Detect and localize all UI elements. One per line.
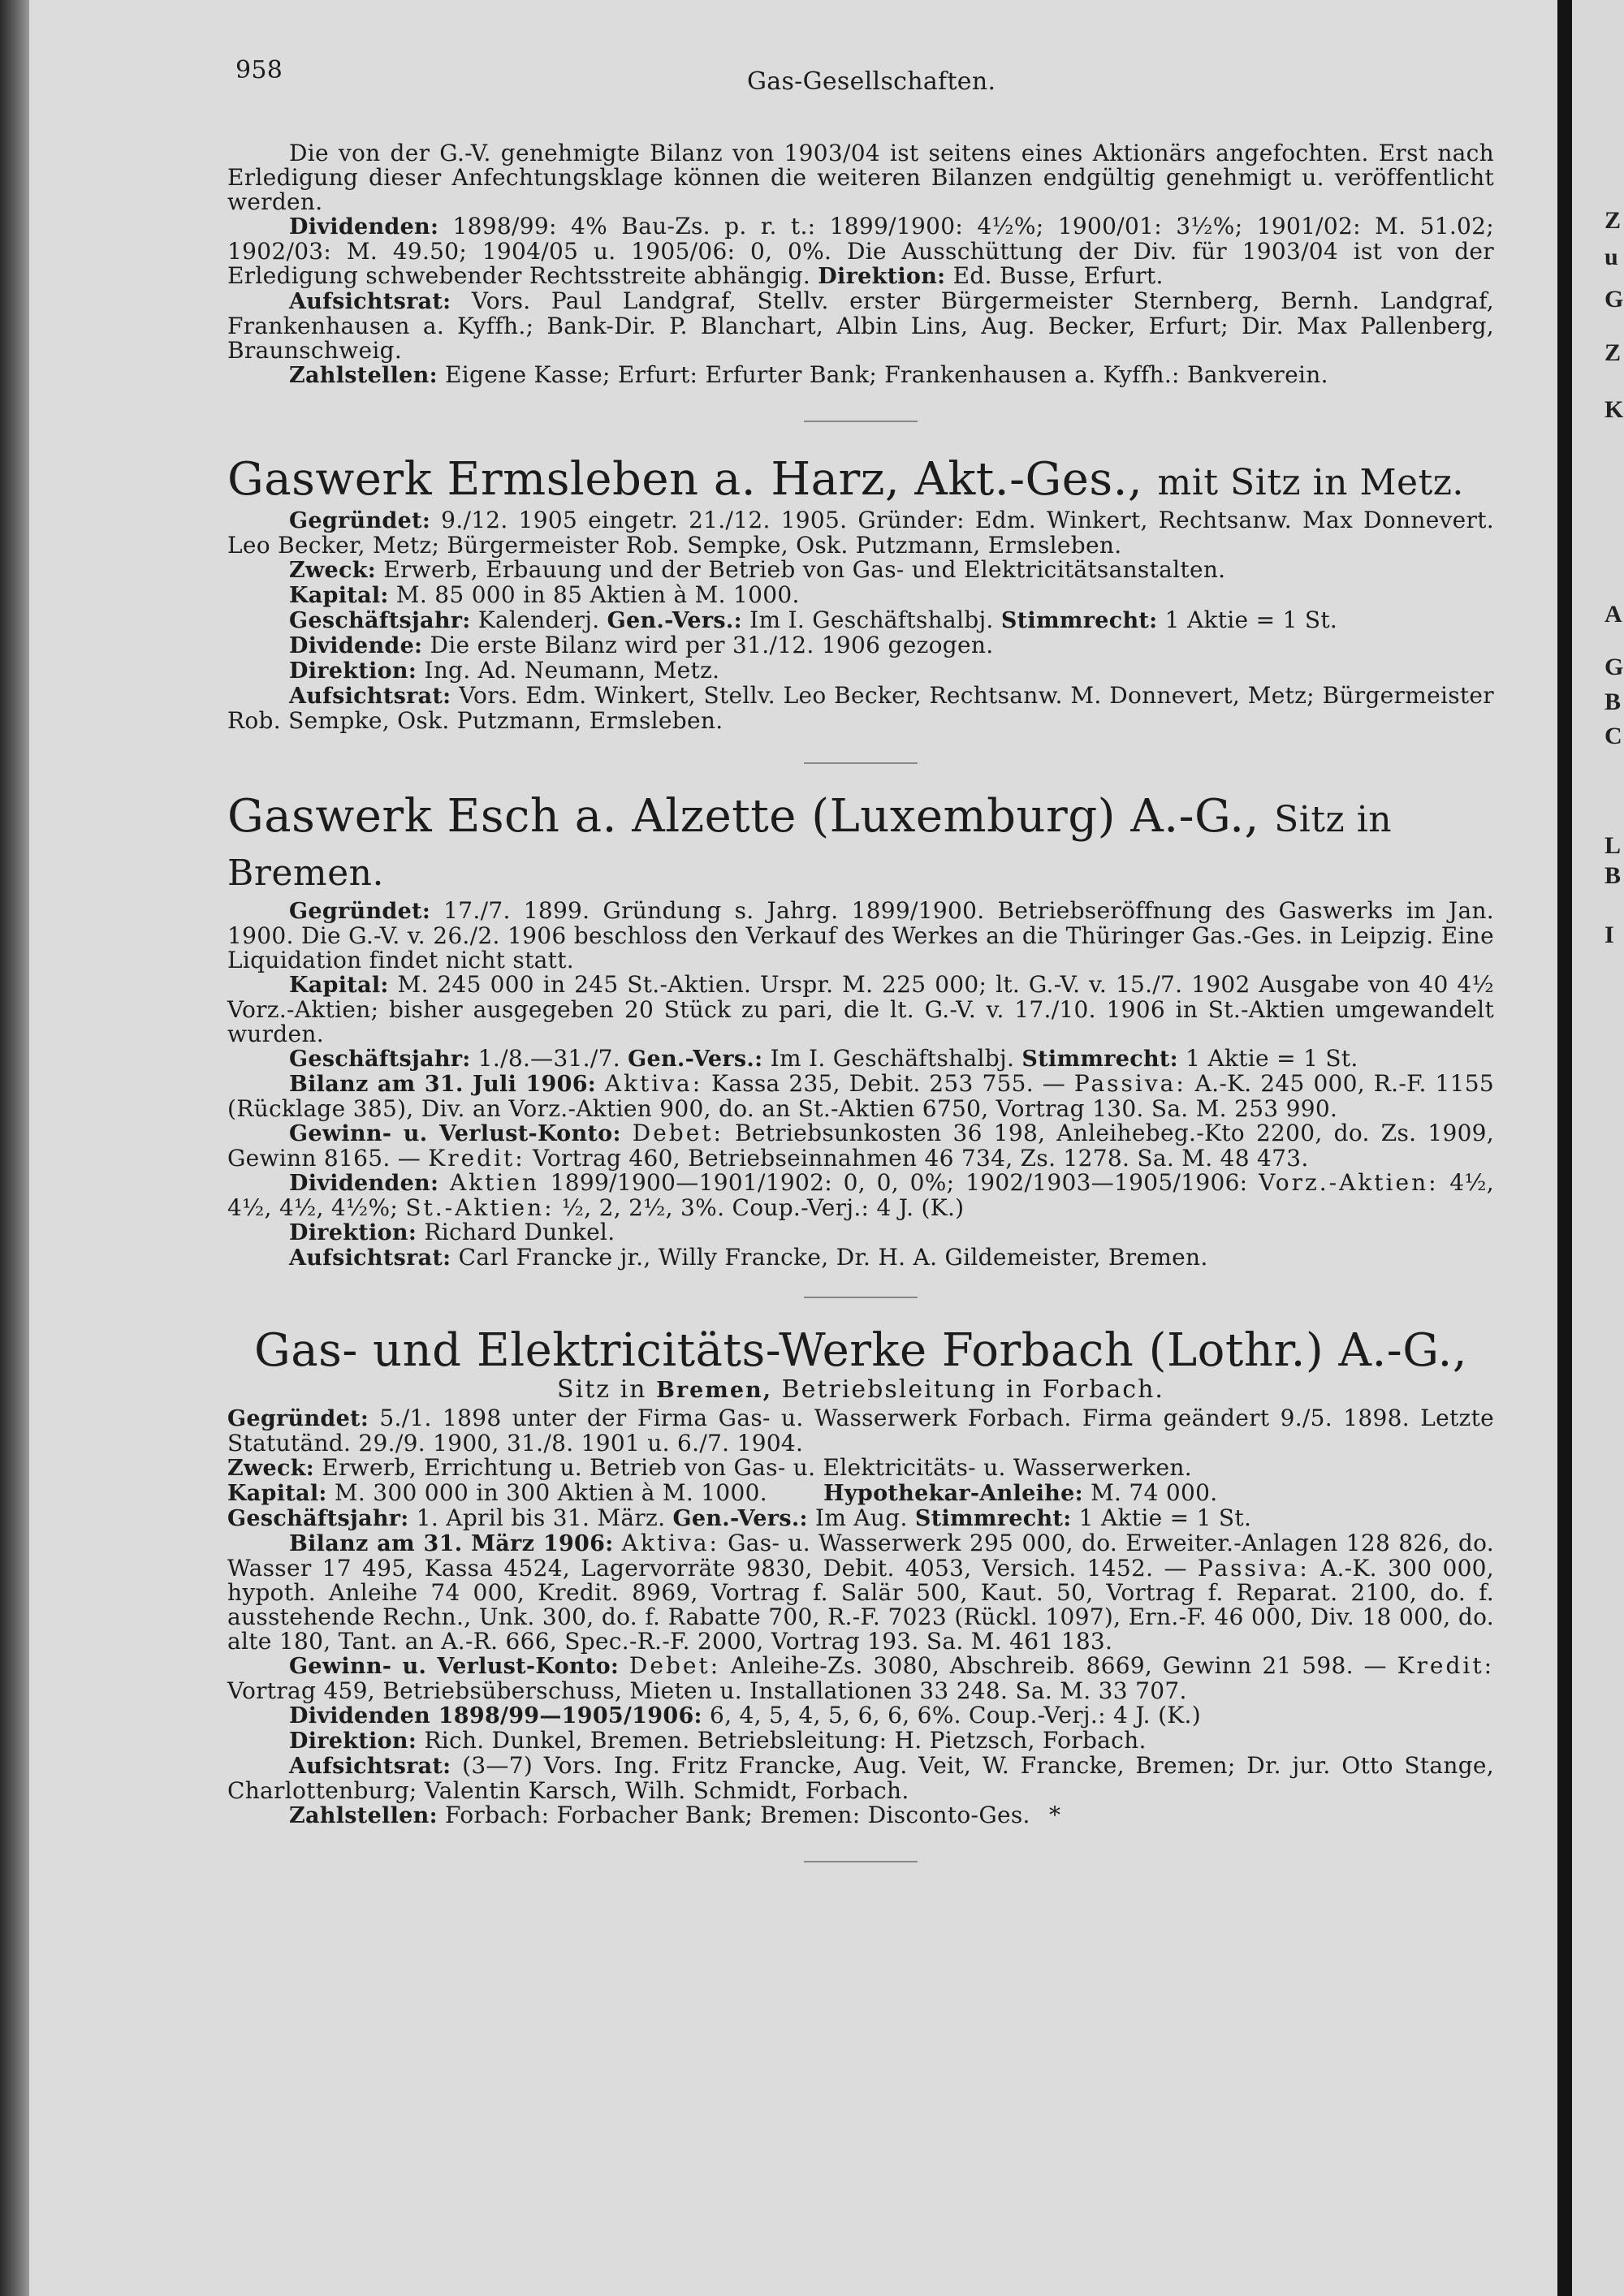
geschaeftsjahr-label: Geschäftsjahr: <box>227 1506 409 1531</box>
gegruendet-text: 5./1. 1898 unter der Firma Gas- u. Wasserwerk Forbach. Firma geändert 9./5. 1898. Letzte Statutänd. 29./9. 1900, 31./8. 1901 u. 6./7. 1904. <box>227 1405 1494 1457</box>
section-divider <box>804 421 918 422</box>
zweck-paragraph <box>227 1456 1494 1481</box>
vorz-aktien-text: 4½, 4½, 4½, 4½%; <box>227 1169 1494 1221</box>
adjacent-page-fragment: A <box>1605 601 1622 628</box>
bilanz-paragraph <box>227 1072 1494 1121</box>
guv-label: Gewinn- u. Verlust-Konto: <box>289 1654 620 1679</box>
dividenden-text: 1899/1900—1901/1902: 0, 0, 0%; 1902/1903—1905/1906: <box>550 1169 1248 1196</box>
left-page-edge <box>0 0 29 2296</box>
company-name: Gaswerk Ermsleben a. Harz, Akt.-Ges., <box>227 453 1143 506</box>
footnote-mark: * <box>1048 1802 1061 1828</box>
st-aktien-label: St.-Aktien: <box>405 1194 555 1221</box>
genvers-text: Im I. Geschäftshalbj. <box>770 1045 1015 1072</box>
zweck-text: Erwerb, Errichtung u. Betrieb von Gas- u. Elektricitäts- u. Wasserwerken. <box>322 1454 1192 1481</box>
gegruendet-paragraph <box>227 1406 1494 1456</box>
page-header <box>227 47 1494 94</box>
aktiva-text: Gas- u. Wasserwerk 295 000, do. Erweiter.-Anlagen 128 826, do. Wasser 17 495, Kassa 4524, Lagervorräte 9830, Debit. 4053, Versich. 1452. — <box>227 1530 1495 1582</box>
dividenden-label: Dividenden 1898/99—1905/1906: <box>289 1703 702 1728</box>
company-name: Gaswerk Esch a. Alzette (Luxemburg) A.-G., <box>227 790 1259 843</box>
aufsichtsrat-label: Aufsichtsrat: <box>289 684 451 709</box>
adjacent-page-fragment: G <box>1605 286 1624 313</box>
company-seat: mit Sitz in Metz. <box>1157 462 1464 503</box>
kredit-text: Vortrag 459, Betriebsüberschuss, Mieten u. Installationen 33 248. Sa. M. 33 707. <box>227 1677 1187 1704</box>
aufsichtsrat-text: Vors. Paul Landgraf, Stellv. erster Bürgermeister Sternberg, Bernh. Landgraf, Frankenhausen a. Kyffh.; Bank-Dir. P. Blanchart, Albin Lins, Aug. Becker, Erfurt; Dir. Max Pallenberg, Braunschweig. <box>227 287 1495 364</box>
geschaeftsjahr-paragraph <box>227 608 1494 633</box>
adjacent-page-fragment: K <box>1605 396 1624 423</box>
genvers-text: Im Aug. <box>814 1504 908 1531</box>
hypothekar-label: Hypothekar-Anleihe: <box>823 1481 1083 1506</box>
direktion-label: Direktion: <box>289 1220 417 1245</box>
previous-company-continuation <box>227 141 1494 388</box>
zahlstellen-paragraph <box>227 363 1494 388</box>
zweck-paragraph <box>227 558 1494 583</box>
stimmrecht-label: Stimmrecht: <box>1021 1047 1178 1072</box>
gegruendet-paragraph <box>227 899 1494 973</box>
zahlstellen-label: Zahlstellen: <box>289 1803 438 1828</box>
direktion-paragraph <box>227 658 1494 684</box>
kapital-text: M. 245 000 in 245 St.-Aktien. Urspr. M. 225 000; lt. G.-V. v. 15./7. 1902 Ausgabe von 40 4½ Vorz.-Aktien; bisher ausgegeben 20 Stück zu pari, die lt. G.-V. v. 17./10. 1906 in St.-Aktien umgewandelt wurden. <box>227 971 1494 1047</box>
zweck-text: Erwerb, Erbauung und der Betrieb von Gas- und Elektricitätsanstalten. <box>383 556 1226 583</box>
kapital-paragraph <box>227 973 1494 1047</box>
running-title: Gas-Gesellschaften. <box>747 67 996 96</box>
bilanz-label: Bilanz am 31. Juli 1906: <box>289 1072 597 1097</box>
dividenden-text: 6, 4, 5, 4, 5, 6, 6, 6%. Coup.-Verj.: 4 J. (K.) <box>710 1702 1201 1728</box>
zahlstellen-paragraph <box>227 1803 1494 1828</box>
aktiva-label: Aktiva: <box>621 1530 719 1556</box>
direktion-label: Direktion: <box>289 658 417 684</box>
kapital-paragraph <box>227 583 1494 608</box>
gegruendet-label: Gegründet: <box>289 508 431 533</box>
aufsichtsrat-paragraph <box>227 684 1494 733</box>
guv-paragraph <box>227 1121 1494 1171</box>
company-title: Gas- und Elektricitäts-Werke Forbach (Lothr.) A.-G., <box>253 1324 1468 1377</box>
geschaeftsjahr-label: Geschäftsjahr: <box>289 608 471 633</box>
debet-label: Debet: <box>628 1652 721 1679</box>
geschaeftsjahr-text: Kalenderj. <box>477 606 600 633</box>
company-title <box>227 455 1494 508</box>
gegruendet-text: 17./7. 1899. Gründung s. Jahrg. 1899/1900. Betriebseröffnung des Gaswerks im Jan. 1900. Die G.-V. v. 26./2. 1906 beschloss den Verkauf des Werkes an die Thüringer Gas.-Ges. in Leipzig. Eine Liquidation findet nicht statt. <box>227 897 1494 973</box>
dividende-paragraph <box>227 633 1494 658</box>
gegruendet-label: Gegründet: <box>227 1406 369 1431</box>
debet-text: Betriebsunkosten 36 198, Anleihebeg.-Kto 2200, do. Zs. 1909, Gewinn 8165. — <box>227 1120 1494 1172</box>
passiva-label: Passiva: <box>1197 1555 1310 1582</box>
direktion-text: Ed. Busse, Erfurt. <box>952 262 1164 289</box>
stimmrecht-text: 1 Aktie = 1 St. <box>1078 1504 1252 1531</box>
intro-paragraph: Die von der G.-V. genehmigte Bilanz von 1903/04 ist seitens eines Aktionärs angefochten. Erst nach Erledigung dieser Anfechtungsklage können die weiteren Bilanzen endgültig genehmigt u. veröffentlicht werden. <box>227 140 1494 215</box>
company-entry-ermsleben <box>227 455 1494 733</box>
zahlstellen-text: Forbach: Forbacher Bank; Bremen: Disconto-Ges. <box>445 1802 1030 1828</box>
kapital-text: M. 85 000 in 85 Aktien à M. 1000. <box>395 581 800 608</box>
kapital-text: M. 300 000 in 300 Aktien à M. 1000. <box>334 1479 767 1506</box>
kapital-paragraph <box>227 1481 1494 1506</box>
dividende-text: Die erste Bilanz wird per 31./12. 1906 gezogen. <box>430 632 994 658</box>
company-subtitle <box>227 1375 1494 1404</box>
bilanz-paragraph <box>227 1531 1494 1654</box>
debet-label: Debet: <box>632 1120 723 1146</box>
bilanz-label: Bilanz am 31. März 1906: <box>289 1531 614 1556</box>
genvers-label: Gen.-Vers.: <box>628 1047 763 1072</box>
geschaeftsjahr-text: 1. April bis 31. März. <box>416 1504 666 1531</box>
stimmrecht-text: 1 Aktie = 1 St. <box>1164 606 1338 633</box>
adjacent-page-fragment: B <box>1605 688 1622 715</box>
section-divider <box>804 762 918 764</box>
stimmrecht-text: 1 Aktie = 1 St. <box>1186 1045 1358 1072</box>
aktien-label: Aktien <box>449 1169 539 1196</box>
dividenden-label: Dividenden: <box>289 1171 439 1196</box>
genvers-label: Gen.-Vers.: <box>607 608 742 633</box>
passiva-text: A.-K. 300 000, hypoth. Anleihe 74 000, Kredit. 8969, Vortrag f. Salär 500, Kaut. 50, Vortrag f. Reparat. 2100, do. f. ausstehende Rechn., Unk. 300, do. f. Rabatte 700, R.-F. 7023 (Rückl. 1097), Ern.-F. 46 000, Div. 18 000, do. alte 180, Tant. an A.-R. 666, Spec.-R.-F. 2000, Vortrag 193. Sa. M. 461 183. <box>227 1555 1495 1655</box>
company-entry-forbach <box>227 1326 1494 1828</box>
dividends-paragraph <box>227 214 1494 289</box>
page-number: 958 <box>235 56 283 84</box>
st-aktien-text: ½, 2, 2½, 3%. Coup.-Verj.: 4 J. (K.) <box>561 1194 965 1221</box>
zweck-label: Zweck: <box>227 1456 315 1481</box>
aufsichtsrat-text: Carl Francke jr., Willy Francke, Dr. H. A. Gildemeister, Bremen. <box>458 1244 1208 1271</box>
aufsichtsrat-paragraph <box>227 1245 1494 1271</box>
kredit-label: Kredit: <box>428 1145 525 1172</box>
dividenden-paragraph <box>227 1703 1494 1728</box>
guv-paragraph <box>227 1654 1494 1703</box>
adjacent-page-fragment: B <box>1605 862 1622 889</box>
hypothekar-text: M. 74 000. <box>1091 1479 1218 1506</box>
stimmrecht-label: Stimmrecht: <box>1000 608 1158 633</box>
direktion-text: Ing. Ad. Neumann, Metz. <box>424 657 720 684</box>
direktion-text: Richard Dunkel. <box>424 1219 615 1245</box>
adjacent-page-fragment: C <box>1605 723 1622 749</box>
gegruendet-label: Gegründet: <box>289 899 431 924</box>
section-divider <box>804 1861 918 1862</box>
aufsichtsrat-label: Aufsichtsrat: <box>289 1754 451 1779</box>
adjacent-page-fragment: Z <box>1605 339 1622 366</box>
zahlstellen-text: Eigene Kasse; Erfurt: Erfurter Bank; Frankenhausen a. Kyffh.: Bankverein. <box>445 361 1328 388</box>
dividends-text: 1898/99: 4% Bau-Zs. p. r. t.: 1899/1900: 4½%; 1900/01: 3½%; 1901/02: M. 51.02; 1902/03: M. 49.50; 1904/05 u. 1905/06: 0, 0%. Die Ausschüttung der Div. für 1903/04 ist von der Erledigung schwebender Rechtsstreite abhängig. <box>227 213 1494 289</box>
kapital-label: Kapital: <box>227 1481 327 1506</box>
zweck-label: Zweck: <box>289 558 377 583</box>
aufsichtsrat-label: Aufsichtsrat: <box>289 1245 451 1271</box>
dividends-label: Dividenden: <box>289 214 439 240</box>
kredit-text: Vortrag 460, Betriebseinnahmen 46 734, Zs. 1278. Sa. M. 48 473. <box>532 1145 1309 1172</box>
subtitle-suffix: Betriebsleitung in Forbach. <box>781 1375 1164 1404</box>
gegruendet-paragraph <box>227 508 1494 558</box>
company-seat: Sitz in Bremen. <box>227 799 1393 894</box>
aufsichtsrat-paragraph <box>227 289 1494 363</box>
geschaeftsjahr-paragraph <box>227 1506 1494 1531</box>
passiva-label: Passiva: <box>1073 1070 1186 1097</box>
kapital-label: Kapital: <box>289 583 389 608</box>
section-divider <box>804 1297 918 1298</box>
direktion-paragraph <box>227 1728 1494 1754</box>
aktiva-text: Kassa 235, Debit. 253 755. — <box>710 1070 1066 1097</box>
direktion-label: Direktion: <box>289 1728 417 1754</box>
kredit-label: Kredit: <box>1397 1652 1495 1679</box>
guv-label: Gewinn- u. Verlust-Konto: <box>289 1121 621 1146</box>
direktion-label: Direktion: <box>818 264 946 289</box>
aufsichtsrat-paragraph <box>227 1754 1494 1803</box>
debet-text: Anleihe-Zs. 3080, Abschreib. 8669, Gewinn 21 598. — <box>730 1652 1387 1679</box>
aufsichtsrat-text: (3—7) Vors. Ing. Fritz Francke, Aug. Veit, W. Francke, Bremen; Dr. jur. Otto Stange, Charlottenburg; Valentin Karsch, Wilh. Schmidt, Forbach. <box>227 1752 1495 1804</box>
kapital-label: Kapital: <box>289 973 389 998</box>
subtitle-city: Bremen, <box>656 1378 773 1403</box>
geschaeftsjahr-paragraph <box>227 1047 1494 1072</box>
passiva-text: A.-K. 245 000, R.-F. 1155 (Rücklage 385), Div. an Vorz.-Aktien 900, do. an St.-Aktien 6750, Vortrag 130. Sa. M. 253 990. <box>227 1070 1494 1122</box>
adjacent-page-fragment: L <box>1605 832 1622 859</box>
direktion-text: Rich. Dunkel, Bremen. Betriebsleitung: H. Pietzsch, Forbach. <box>424 1727 1147 1754</box>
dividenden-paragraph <box>227 1171 1494 1220</box>
vorz-aktien-label: Vorz.-Aktien: <box>1259 1169 1439 1196</box>
adjacent-page-fragment: I <box>1605 921 1614 948</box>
gegruendet-text: 9./12. 1905 eingetr. 21./12. 1905. Gründer: Edm. Winkert, Rechtsanw. Max Donnevert. Leo Becker, Metz; Bürgermeister Rob. Sempke, Osk. Putzmann, Ermsleben. <box>227 507 1494 559</box>
adjacent-page-fragment: u <box>1605 244 1618 270</box>
aufsichtsrat-text: Vors. Edm. Winkert, Stellv. Leo Becker, Rechtsanw. M. Donnevert, Metz; Bürgermeister Rob. Sempke, Osk. Putzmann, Ermsleben. <box>227 682 1494 734</box>
direktion-paragraph <box>227 1220 1494 1245</box>
zahlstellen-label: Zahlstellen: <box>289 363 438 388</box>
geschaeftsjahr-text: 1./8.—31./7. <box>477 1045 620 1072</box>
adjacent-page-fragment: G <box>1605 654 1624 680</box>
stimmrecht-label: Stimmrecht: <box>914 1506 1072 1531</box>
dividende-label: Dividende: <box>289 633 423 658</box>
genvers-text: Im I. Geschäftshalbj. <box>749 606 994 633</box>
geschaeftsjahr-label: Geschäftsjahr: <box>289 1047 471 1072</box>
company-entry-esch <box>227 792 1494 1271</box>
page-gutter <box>1557 0 1572 2296</box>
adjacent-page-fragment: Z <box>1605 207 1622 234</box>
subtitle-prefix: Sitz in <box>557 1375 647 1404</box>
aktiva-label: Aktiva: <box>604 1070 703 1097</box>
page-content <box>227 47 1494 1862</box>
company-title <box>227 792 1494 899</box>
genvers-label: Gen.-Vers.: <box>672 1506 808 1531</box>
aufsichtsrat-label: Aufsichtsrat: <box>289 289 451 314</box>
